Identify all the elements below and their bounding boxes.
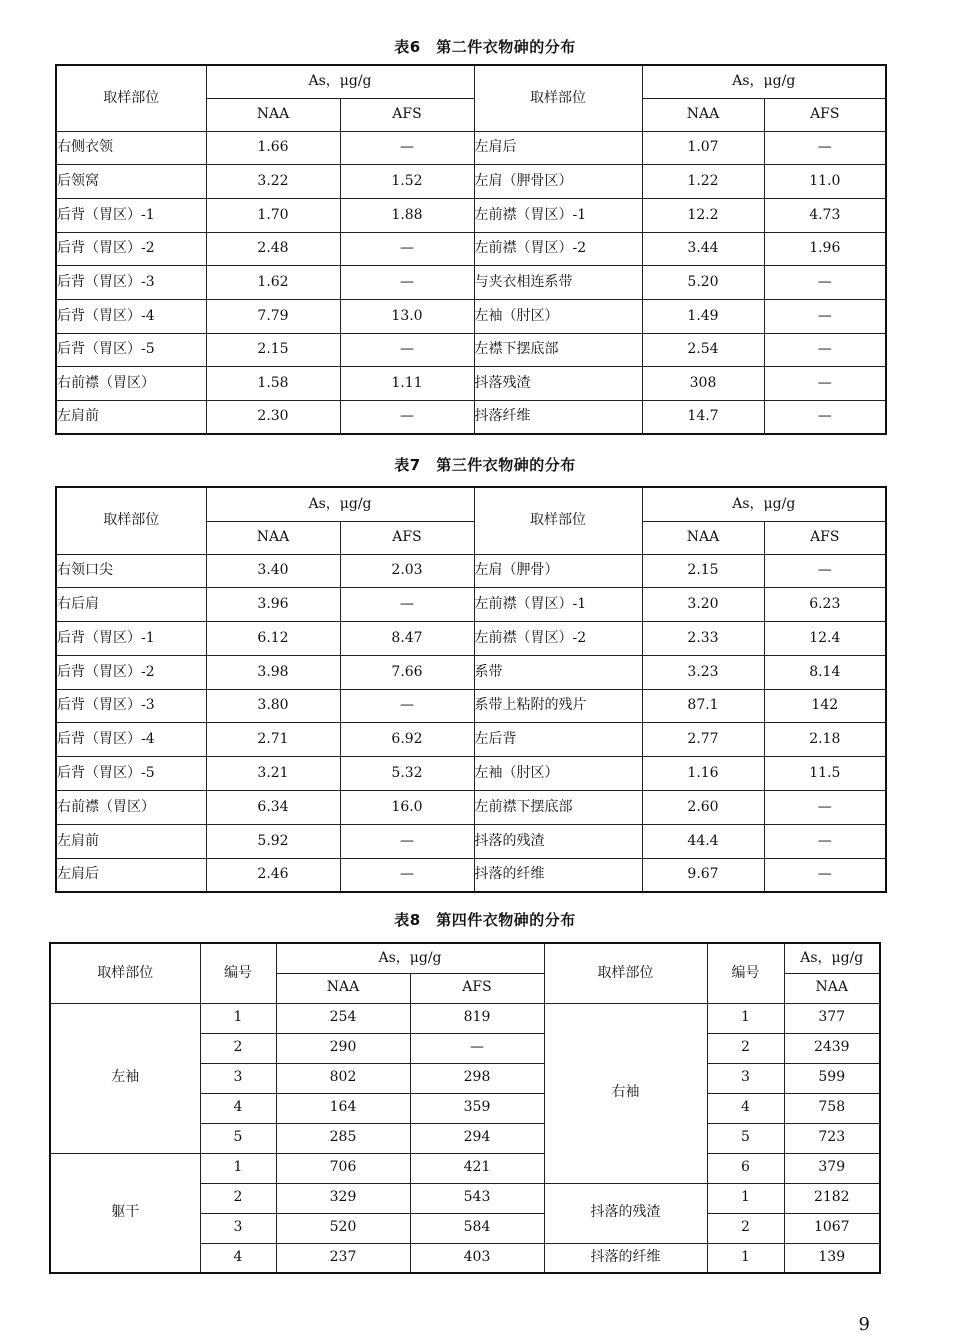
header-number: 编号 (200, 943, 276, 1003)
header-as-unit: As，μg/g (206, 65, 474, 98)
naa-value: 3.23 (642, 655, 764, 689)
sample-location: 后背（胃区）-3 (56, 689, 206, 723)
header-location: 取样部位 (474, 487, 642, 554)
header-location: 取样部位 (50, 943, 200, 1003)
sample-location: 左袖（肘区） (474, 299, 642, 333)
sample-number: 2 (200, 1183, 276, 1213)
sample-location: 左襟下摆底部 (474, 333, 642, 367)
naa-value: 1.66 (206, 131, 340, 165)
sample-location: 左肩后 (474, 131, 642, 165)
sample-location: 系带上粘附的残片 (474, 689, 642, 723)
header-location: 取样部位 (56, 65, 206, 131)
naa-value: 6.12 (206, 622, 340, 656)
sample-location: 左前襟（胃区）-1 (474, 198, 642, 232)
sample-location: 左前襟下摆底部 (474, 791, 642, 825)
afs-value: 5.32 (340, 757, 474, 791)
naa-value: 3.80 (206, 689, 340, 723)
afs-value: 359 (410, 1093, 544, 1123)
afs-value: — (764, 858, 886, 892)
sample-number: 3 (200, 1063, 276, 1093)
sample-number: 4 (707, 1093, 784, 1123)
afs-value: — (340, 232, 474, 266)
afs-value: 8.14 (764, 655, 886, 689)
afs-value: 6.23 (764, 588, 886, 622)
header-afs: AFS (340, 521, 474, 554)
afs-value: 543 (410, 1183, 544, 1213)
sample-location: 系带 (474, 655, 642, 689)
header-naa: NAA (642, 521, 764, 554)
naa-value: 2.46 (206, 858, 340, 892)
table-row (56, 131, 886, 165)
naa-value: 2.71 (206, 723, 340, 757)
naa-value: 164 (276, 1093, 410, 1123)
table7 (55, 486, 887, 893)
table-row (56, 824, 886, 858)
afs-value: 8.47 (340, 622, 474, 656)
sample-location: 躯干 (50, 1153, 200, 1273)
table-row (56, 165, 886, 199)
naa-value: 2439 (784, 1033, 880, 1063)
naa-value: 3.98 (206, 655, 340, 689)
afs-value: 403 (410, 1243, 544, 1273)
sample-location: 左前襟（胃区）-2 (474, 622, 642, 656)
sample-number: 1 (200, 1003, 276, 1033)
table-row (56, 622, 886, 656)
afs-value: 7.66 (340, 655, 474, 689)
naa-value: 2.15 (206, 333, 340, 367)
afs-value: 2.18 (764, 723, 886, 757)
sample-number: 1 (707, 1243, 784, 1273)
header-naa: NAA (206, 98, 340, 131)
sample-location: 后背（胃区）-5 (56, 757, 206, 791)
sample-location: 左后背 (474, 723, 642, 757)
header-afs: AFS (410, 973, 544, 1003)
naa-value: 1.16 (642, 757, 764, 791)
naa-value: 1.58 (206, 367, 340, 401)
naa-value: 599 (784, 1063, 880, 1093)
naa-value: 329 (276, 1183, 410, 1213)
sample-number: 3 (200, 1213, 276, 1243)
afs-value: — (340, 689, 474, 723)
sample-location: 抖落的纤维 (474, 858, 642, 892)
naa-value: 379 (784, 1153, 880, 1183)
header-location: 取样部位 (56, 487, 206, 554)
naa-value: 9.67 (642, 858, 764, 892)
page-number: 9 (858, 1314, 870, 1335)
afs-value: — (764, 333, 886, 367)
naa-value: 1.70 (206, 198, 340, 232)
sample-location: 后背（胃区）-1 (56, 198, 206, 232)
naa-value: 2182 (784, 1183, 880, 1213)
afs-value: 819 (410, 1003, 544, 1033)
sample-location: 抖落残渣 (474, 367, 642, 401)
header-afs: AFS (340, 98, 474, 131)
header-afs: AFS (764, 98, 886, 131)
table-row (56, 757, 886, 791)
sample-location: 右前襟（胃区） (56, 791, 206, 825)
header-location: 取样部位 (544, 943, 707, 1003)
naa-value: 1.49 (642, 299, 764, 333)
afs-value: — (340, 333, 474, 367)
sample-location: 右袖 (544, 1003, 707, 1183)
afs-value: — (764, 824, 886, 858)
afs-value: — (764, 266, 886, 300)
table-row (56, 791, 886, 825)
header-as-unit: As，μg/g (784, 943, 880, 973)
naa-value: 3.96 (206, 588, 340, 622)
naa-value: 2.48 (206, 232, 340, 266)
afs-value: 421 (410, 1153, 544, 1183)
naa-value: 2.77 (642, 723, 764, 757)
table-row (50, 1153, 880, 1183)
naa-value: 254 (276, 1003, 410, 1033)
header-as-unit: As，μg/g (642, 487, 886, 521)
sample-location: 后领窝 (56, 165, 206, 199)
afs-value: 294 (410, 1123, 544, 1153)
afs-value: 12.4 (764, 622, 886, 656)
header-as-unit: As，μg/g (642, 65, 886, 98)
afs-value: 1.96 (764, 232, 886, 266)
afs-value: 11.0 (764, 165, 886, 199)
afs-value: 1.11 (340, 367, 474, 401)
table-row (56, 858, 886, 892)
afs-value: — (340, 266, 474, 300)
naa-value: 3.20 (642, 588, 764, 622)
sample-location: 左肩（胛骨） (474, 554, 642, 588)
naa-value: 6.34 (206, 791, 340, 825)
table-row (56, 554, 886, 588)
sample-number: 5 (200, 1123, 276, 1153)
afs-value: 6.92 (340, 723, 474, 757)
table8 (49, 942, 881, 1274)
table-row (50, 1003, 880, 1033)
table-row (56, 655, 886, 689)
sample-location: 抖落的纤维 (544, 1243, 707, 1273)
afs-value: — (764, 554, 886, 588)
table-row (56, 299, 886, 333)
header-location: 取样部位 (474, 65, 642, 131)
sample-number: 2 (200, 1033, 276, 1063)
sample-location: 左肩前 (56, 401, 206, 435)
sample-number: 3 (707, 1063, 784, 1093)
sample-location: 右后肩 (56, 588, 206, 622)
table8-caption: 表8 第四件衣物砷的分布 (394, 911, 576, 929)
header-as-unit: As，μg/g (276, 943, 544, 973)
naa-value: 139 (784, 1243, 880, 1273)
table-row (56, 232, 886, 266)
afs-value: — (340, 131, 474, 165)
sample-location: 后背（胃区）-2 (56, 655, 206, 689)
sample-location: 后背（胃区）-3 (56, 266, 206, 300)
table-row (56, 689, 886, 723)
sample-number: 6 (707, 1153, 784, 1183)
sample-number: 2 (707, 1213, 784, 1243)
naa-value: 3.40 (206, 554, 340, 588)
afs-value: — (764, 791, 886, 825)
afs-value: 4.73 (764, 198, 886, 232)
afs-value: — (764, 299, 886, 333)
sample-location: 抖落的残渣 (474, 824, 642, 858)
sample-location: 右领口尖 (56, 554, 206, 588)
sample-location: 后背（胃区）-5 (56, 333, 206, 367)
sample-location: 左肩（胛骨区） (474, 165, 642, 199)
sample-location: 左肩后 (56, 858, 206, 892)
sample-number: 4 (200, 1243, 276, 1273)
sample-location: 左袖（肘区） (474, 757, 642, 791)
naa-value: 5.92 (206, 824, 340, 858)
table7-caption: 表7 第三件衣物砷的分布 (394, 456, 576, 474)
header-naa: NAA (206, 521, 340, 554)
afs-value: — (764, 131, 886, 165)
naa-value: 2.54 (642, 333, 764, 367)
naa-value: 290 (276, 1033, 410, 1063)
sample-number: 1 (707, 1183, 784, 1213)
afs-value: 1.52 (340, 165, 474, 199)
table-row (56, 266, 886, 300)
sample-location: 左袖 (50, 1003, 200, 1153)
afs-value: 584 (410, 1213, 544, 1243)
naa-value: 2.30 (206, 401, 340, 435)
sample-number: 1 (200, 1153, 276, 1183)
afs-value: — (410, 1033, 544, 1063)
naa-value: 5.20 (642, 266, 764, 300)
header-naa: NAA (784, 973, 880, 1003)
table-row (56, 401, 886, 435)
afs-value: 298 (410, 1063, 544, 1093)
afs-value: 11.5 (764, 757, 886, 791)
afs-value: 1.88 (340, 198, 474, 232)
naa-value: 520 (276, 1213, 410, 1243)
naa-value: 3.44 (642, 232, 764, 266)
naa-value: 377 (784, 1003, 880, 1033)
naa-value: 3.21 (206, 757, 340, 791)
table6 (55, 64, 887, 435)
naa-value: 802 (276, 1063, 410, 1093)
naa-value: 2.33 (642, 622, 764, 656)
naa-value: 1.22 (642, 165, 764, 199)
table-row (56, 367, 886, 401)
afs-value: — (340, 858, 474, 892)
header-naa: NAA (642, 98, 764, 131)
sample-location: 右前襟（胃区） (56, 367, 206, 401)
table-row (56, 588, 886, 622)
afs-value: 2.03 (340, 554, 474, 588)
table-row (56, 333, 886, 367)
naa-value: 12.2 (642, 198, 764, 232)
table-row (56, 198, 886, 232)
naa-value: 87.1 (642, 689, 764, 723)
afs-value: — (340, 588, 474, 622)
table-row (56, 723, 886, 757)
sample-location: 左前襟（胃区）-2 (474, 232, 642, 266)
sample-location: 左肩前 (56, 824, 206, 858)
sample-number: 4 (200, 1093, 276, 1123)
sample-number: 1 (707, 1003, 784, 1033)
sample-location: 与夹衣相连系带 (474, 266, 642, 300)
sample-location: 后背（胃区）-4 (56, 723, 206, 757)
sample-location: 抖落纤维 (474, 401, 642, 435)
naa-value: 2.60 (642, 791, 764, 825)
naa-value: 758 (784, 1093, 880, 1123)
afs-value: — (764, 401, 886, 435)
sample-number: 2 (707, 1033, 784, 1063)
afs-value: — (340, 824, 474, 858)
sample-location: 后背（胃区）-2 (56, 232, 206, 266)
naa-value: 3.22 (206, 165, 340, 199)
naa-value: 308 (642, 367, 764, 401)
naa-value: 1.62 (206, 266, 340, 300)
afs-value: 142 (764, 689, 886, 723)
naa-value: 7.79 (206, 299, 340, 333)
sample-location: 后背（胃区）-1 (56, 622, 206, 656)
naa-value: 44.4 (642, 824, 764, 858)
header-as-unit: As，μg/g (206, 487, 474, 521)
afs-value: 16.0 (340, 791, 474, 825)
sample-location: 抖落的残渣 (544, 1183, 707, 1243)
naa-value: 14.7 (642, 401, 764, 435)
header-naa: NAA (276, 973, 410, 1003)
sample-location: 右侧衣领 (56, 131, 206, 165)
sample-number: 5 (707, 1123, 784, 1153)
header-number: 编号 (707, 943, 784, 1003)
naa-value: 1.07 (642, 131, 764, 165)
header-afs: AFS (764, 521, 886, 554)
table6-caption: 表6 第二件衣物砷的分布 (394, 38, 576, 56)
naa-value: 1067 (784, 1213, 880, 1243)
naa-value: 237 (276, 1243, 410, 1273)
sample-location: 左前襟（胃区）-1 (474, 588, 642, 622)
afs-value: 13.0 (340, 299, 474, 333)
naa-value: 2.15 (642, 554, 764, 588)
naa-value: 706 (276, 1153, 410, 1183)
afs-value: — (764, 367, 886, 401)
naa-value: 723 (784, 1123, 880, 1153)
afs-value: — (340, 401, 474, 435)
naa-value: 285 (276, 1123, 410, 1153)
sample-location: 后背（胃区）-4 (56, 299, 206, 333)
